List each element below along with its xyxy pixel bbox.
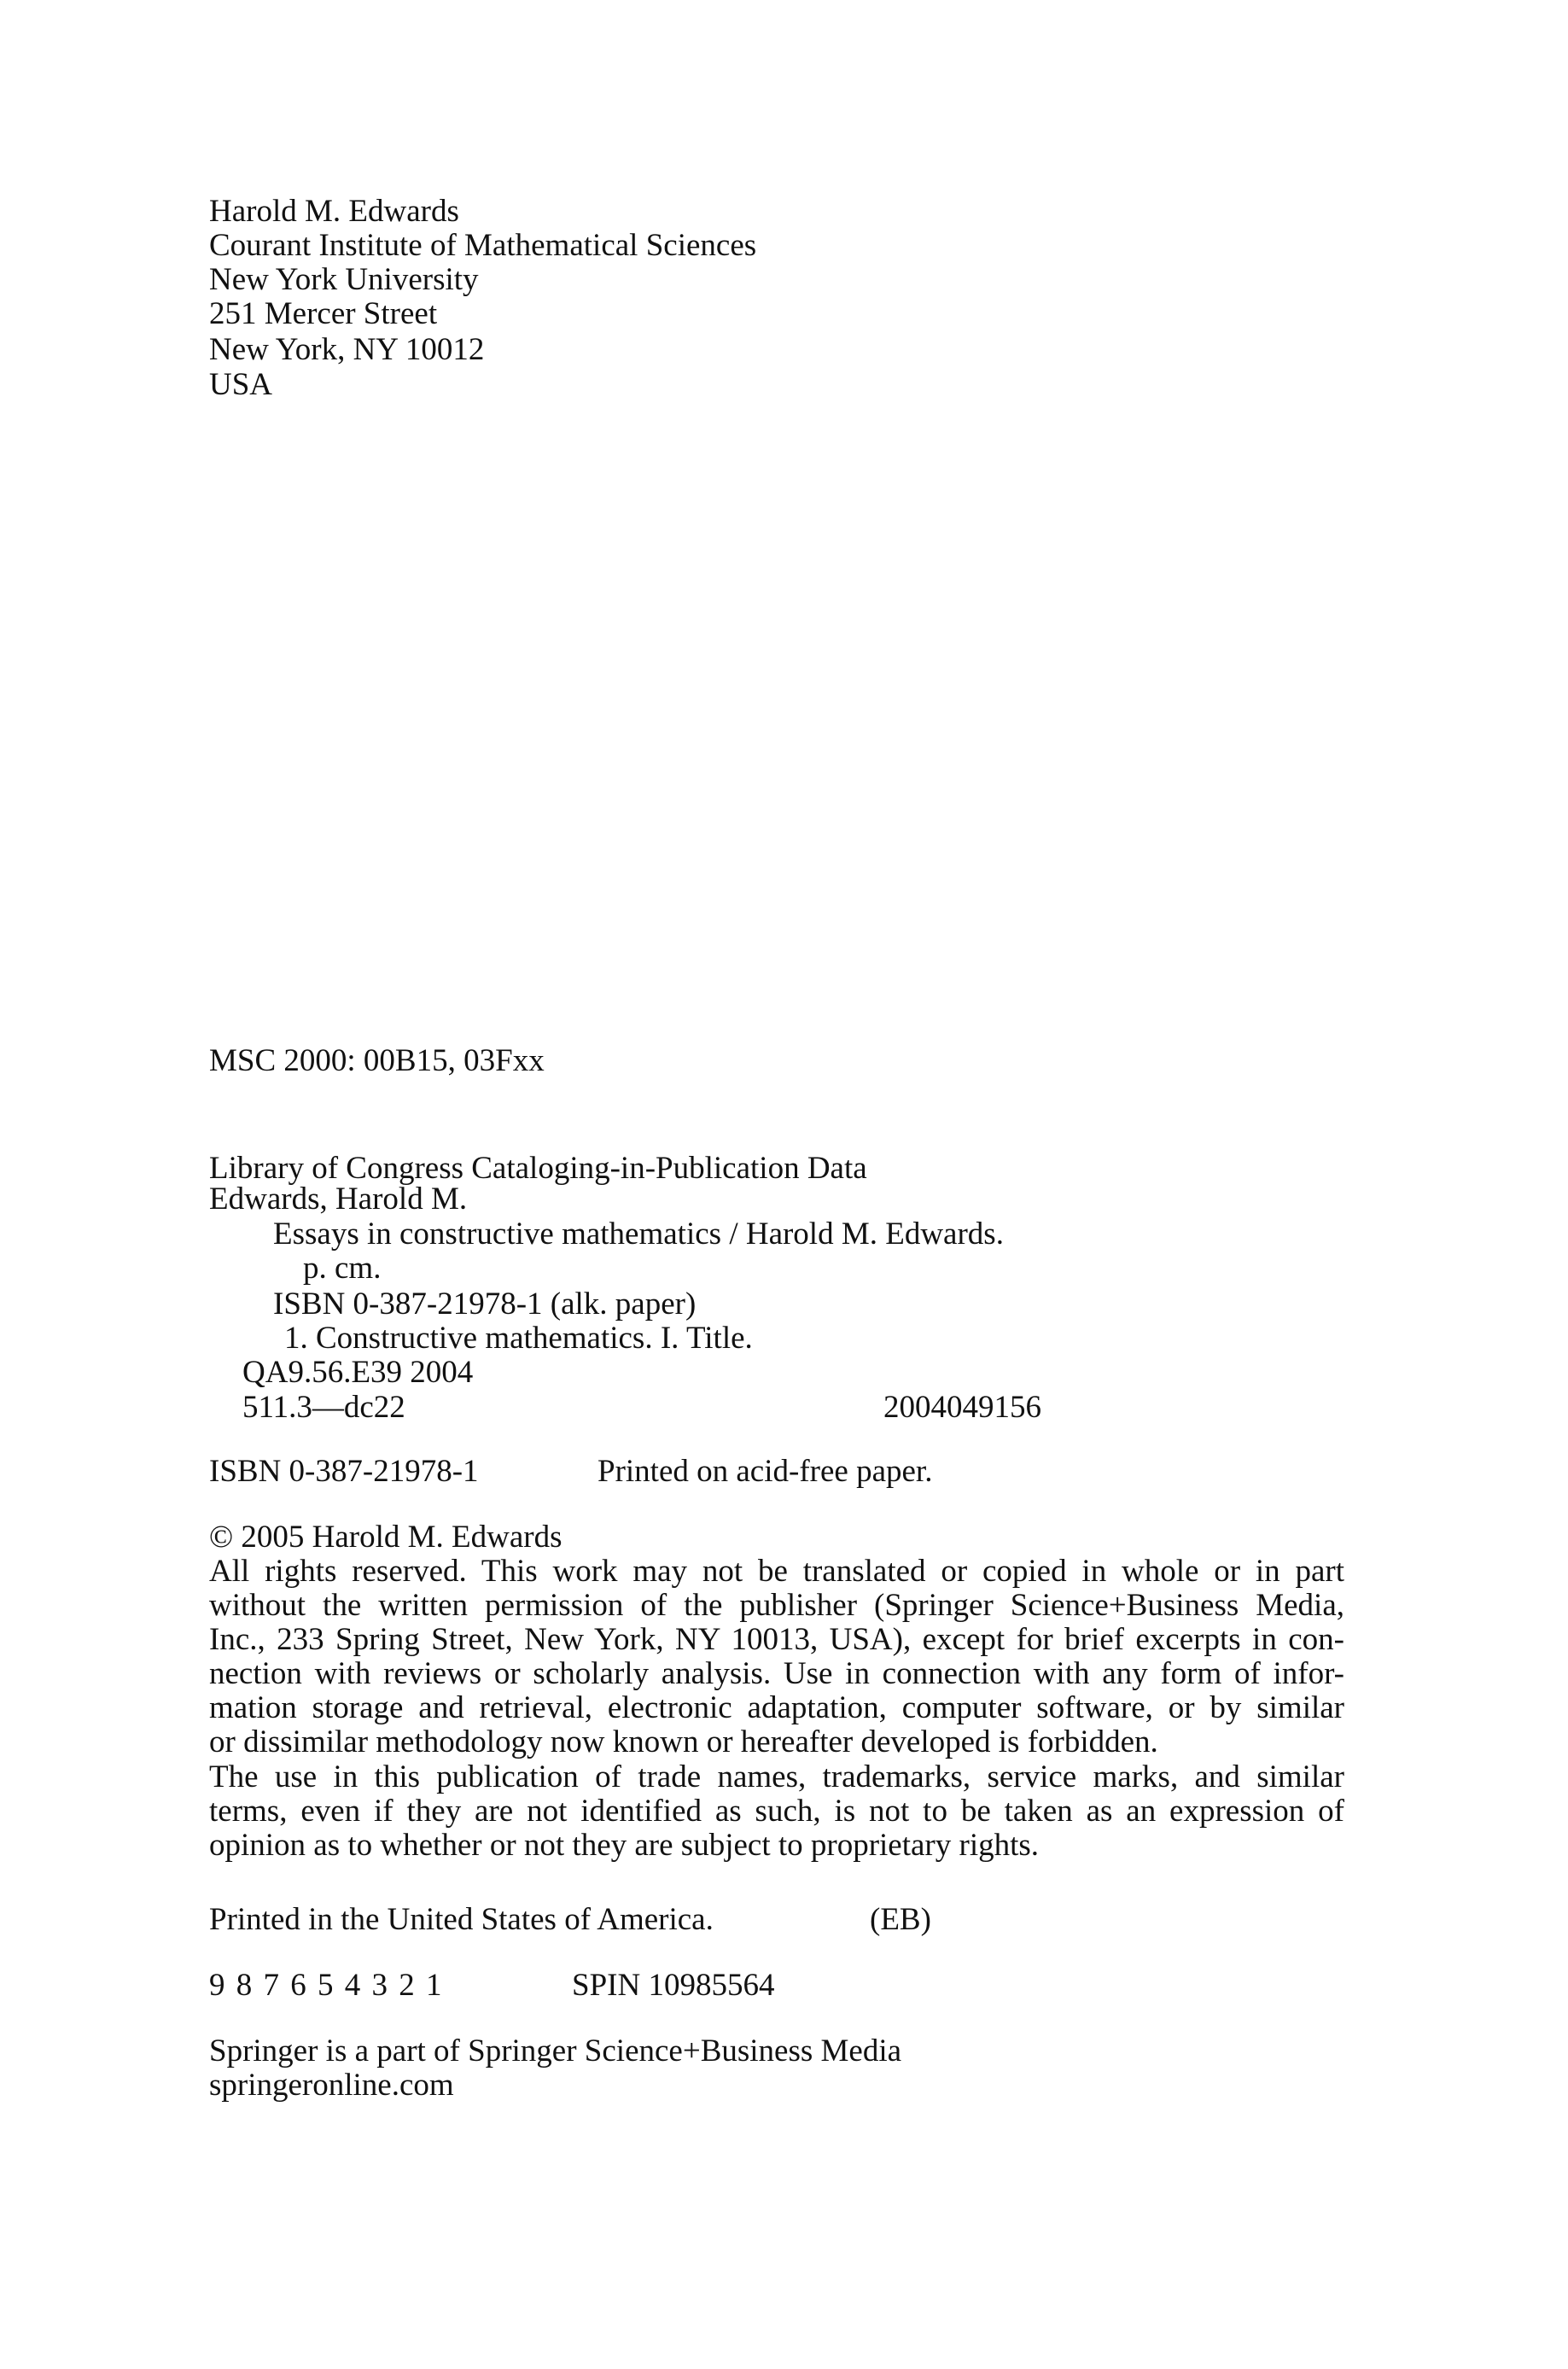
rights-line: opinion as to whether or not they are subject to proprietary rights. [209, 1828, 1040, 1863]
copyright: © 2005 Harold M. Edwards [209, 1520, 562, 1555]
cip-dewey: 511.3—dc22 [242, 1390, 405, 1425]
printed-in: Printed in the United States of America. [209, 1902, 714, 1937]
isbn: ISBN 0-387-21978-1 [209, 1454, 479, 1489]
website: springeronline.com [209, 2068, 454, 2103]
address-line: Harold M. Edwards [209, 194, 459, 229]
rights-line: terms, even if they are not identified as such, is not to be taken as an expression of [209, 1794, 1344, 1829]
address-line: 251 Mercer Street [209, 296, 438, 331]
printer-code: (EB) [870, 1902, 931, 1937]
msc-classification: MSC 2000: 00B15, 03Fxx [209, 1043, 545, 1078]
cip-lc-class: QA9.56.E39 2004 [242, 1355, 474, 1390]
cip-pages: p. cm. [303, 1251, 382, 1286]
acid-free-note: Printed on acid-free paper. [597, 1454, 933, 1489]
rights-line: or dissimilar methodology now known or hereafter developed is forbidden. [209, 1724, 1158, 1759]
spin-number: SPIN 10985564 [572, 1968, 775, 2003]
rights-line: mation storage and retrieval, electronic adaptation, computer software, or by similar [209, 1690, 1344, 1725]
address-line: Courant Institute of Mathematical Sciences [209, 228, 757, 263]
rights-line: without the written permission of the publisher (Springer Science+Business Media, [209, 1588, 1344, 1623]
springer-note: Springer is a part of Springer Science+Business Media [209, 2033, 902, 2068]
address-line: USA [209, 367, 273, 402]
print-run: 9 8 7 6 5 4 3 2 1 [209, 1968, 444, 2003]
cip-heading: Library of Congress Cataloging-in-Publication Data [209, 1151, 867, 1186]
rights-line: Inc., 233 Spring Street, New York, NY 10013, USA), except for brief excerpts in con- [209, 1622, 1344, 1657]
rights-line: All rights reserved. This work may not be translated or copied in whole or in part [209, 1554, 1344, 1589]
cip-subjects: 1. Constructive mathematics. I. Title. [284, 1321, 753, 1356]
cip-isbn: ISBN 0-387-21978-1 (alk. paper) [273, 1287, 697, 1322]
cip-title: Essays in constructive mathematics / Harold M. Edwards. [273, 1217, 1004, 1252]
address-line: New York, NY 10012 [209, 332, 485, 367]
cip-lccn: 2004049156 [883, 1390, 1041, 1425]
rights-line: nection with reviews or scholarly analysis. Use in connection with any form of infor- [209, 1656, 1344, 1691]
rights-line: The use in this publication of trade names, trademarks, service marks, and similar [209, 1759, 1344, 1794]
cip-author: Edwards, Harold M. [209, 1182, 468, 1217]
address-line: New York University [209, 262, 479, 297]
